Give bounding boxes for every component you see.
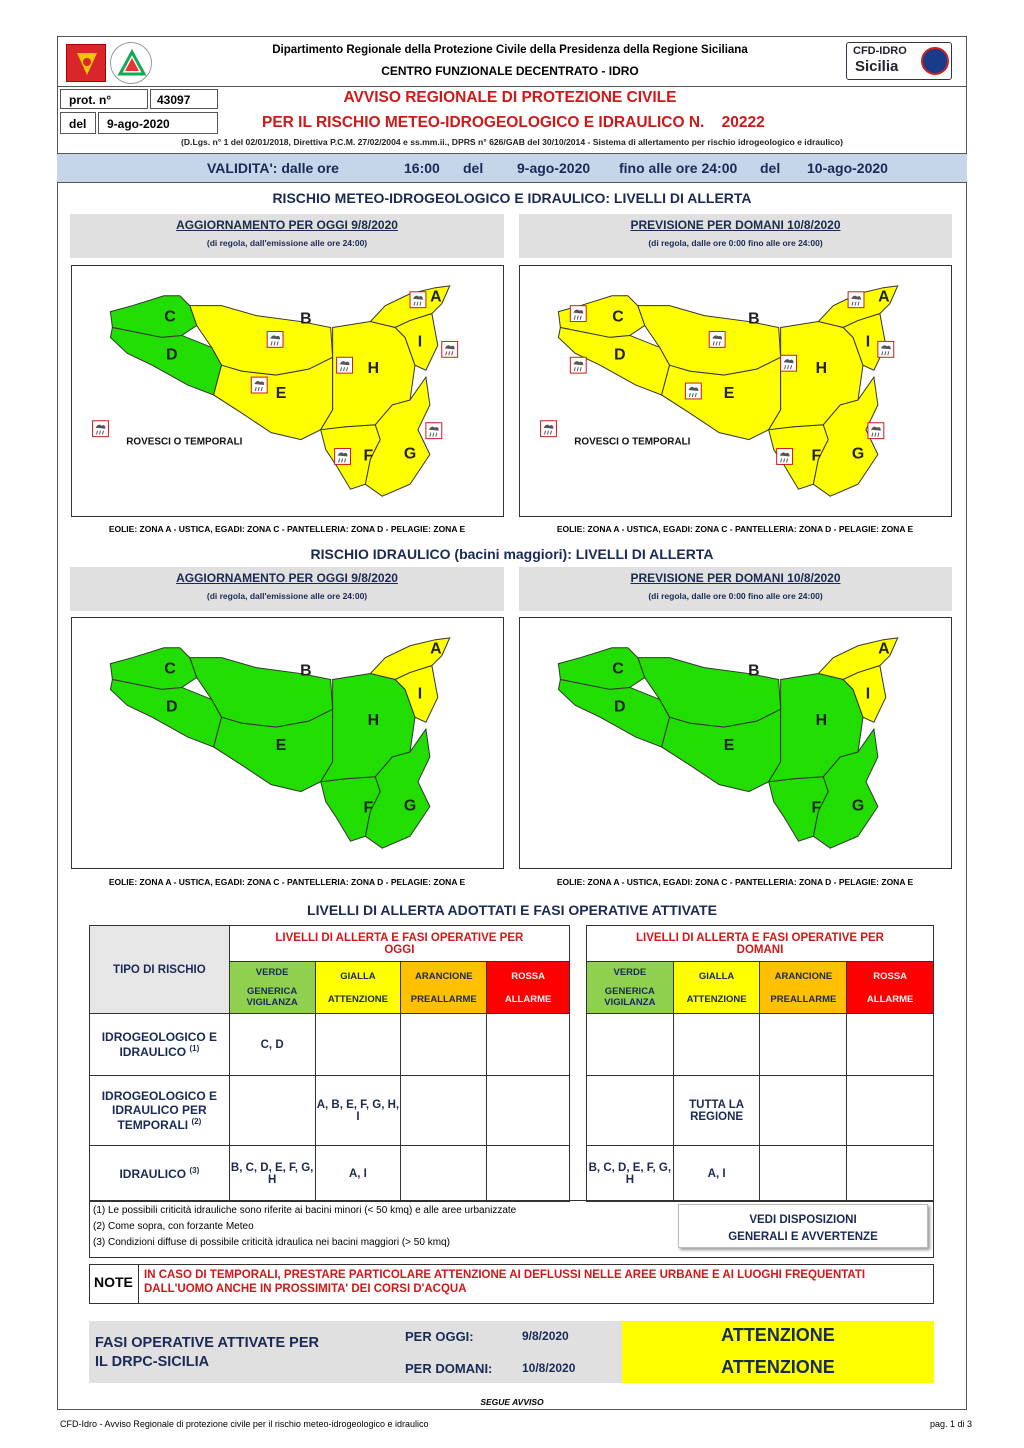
cfd-logo <box>846 42 952 80</box>
zone-label-h: H <box>367 360 380 378</box>
tomorrow-r1-gialla <box>673 1014 760 1076</box>
tomorrow-r2-gialla: TUTTA LA REGIONE <box>673 1076 760 1146</box>
s2-left-sub: (di regola, dall'emissione alle ore 24:00) <box>206 591 368 601</box>
arancione-sub: PREALLARME <box>770 993 837 1005</box>
zone-label-e: E <box>723 736 735 754</box>
thunderstorm-icon <box>685 383 701 399</box>
row2-label <box>90 1076 230 1146</box>
zone-label-b: B <box>748 662 760 680</box>
today-r2-arancione <box>401 1076 487 1146</box>
zone-label-f: F <box>363 447 374 465</box>
levels-table-tomorrow <box>586 925 934 1202</box>
today-r1-gialla <box>315 1014 401 1076</box>
row1-label-text: IDROGEOLOGICO E IDRAULICO <box>101 1030 218 1059</box>
rossa-label: ROSSA <box>873 970 908 982</box>
legal-references: (D.Lgs. n° 1 del 02/01/2018, Direttiva P.C.M. 27/02/2004 e ss.mm.ii., DPRS n° 626/GAB del 30/10/2014 - Sistema di allertamento per rischio idrogeologico e idraulico) <box>180 137 843 147</box>
today-rossa-header <box>487 962 570 1014</box>
row3-sup: (3) <box>189 1166 200 1175</box>
zone-label-e: E <box>275 384 287 402</box>
general-provisions-button[interactable]: VEDI DISPOSIZIONI GENERALI E AVVERTENZE <box>678 1204 928 1248</box>
tomorrow-gialla-header <box>673 962 760 1014</box>
zone-label-h: H <box>367 712 380 730</box>
cfd-logo-top: CFD-IDRO <box>853 45 907 57</box>
tomorrow-r3-rossa <box>847 1146 934 1202</box>
title-line2-text: PER IL RISCHIO METEO-IDROGEOLOGICO E IDRAULICO N. <box>262 114 705 131</box>
s1-left-sub: (di regola, dall'emissione alle ore 24:00) <box>206 238 368 248</box>
zone-label-c: C <box>164 308 176 326</box>
thunderstorm-icon <box>442 341 458 357</box>
cfd-logo-bottom: Sicilia <box>855 58 899 75</box>
tomorrow-r3-verde: B, C, D, E, F, G, H <box>587 1146 674 1202</box>
s2-right-sub: (di regola, dalle ore 0:00 fino alle ore 24:00) <box>648 591 823 601</box>
today-r1-arancione <box>401 1014 487 1076</box>
footer-right: pag. 1 di 3 <box>930 1419 973 1429</box>
zone-label-d: D <box>166 698 178 716</box>
region-logo <box>66 44 106 82</box>
zone-label-c: C <box>612 660 624 678</box>
tomorrow-r2-rossa <box>847 1076 934 1146</box>
tomorrow-r2-arancione <box>760 1076 847 1146</box>
civil-protection-logo <box>110 42 152 84</box>
thunderstorm-icon <box>426 423 442 439</box>
row1-sup: (1) <box>189 1044 200 1053</box>
s1-right-title: PREVISIONE PER DOMANI 10/8/2020 <box>630 218 841 232</box>
today-arancione-header <box>401 962 487 1014</box>
validity-from-time: 16:00 <box>404 160 440 176</box>
zone-label-c: C <box>164 660 176 678</box>
tomorrow-verde-header <box>587 962 674 1014</box>
section2-title: RISCHIO IDRAULICO (bacini maggiori): LIVELLI DI ALLERTA <box>310 546 714 562</box>
s1-left-title: AGGIORNAMENTO PER OGGI 9/8/2020 <box>176 218 398 232</box>
map-hydraulic-today <box>71 617 504 869</box>
zone-label-g: G <box>403 797 417 815</box>
title-line1: AVVISO REGIONALE DI PROTEZIONE CIVILE <box>343 89 677 106</box>
nota-label: NOTE <box>89 1264 139 1304</box>
thunderstorm-icon <box>570 306 586 322</box>
row3-label-text: IDRAULICO <box>119 1167 187 1181</box>
zone-label-g: G <box>403 445 417 463</box>
validity-del1: del <box>463 160 484 176</box>
arancione-label: ARANCIONE <box>774 970 833 982</box>
del-label: del <box>60 112 96 134</box>
zone-label-i: I <box>865 333 871 351</box>
verde-sub: GENERICA VIGILANZA <box>246 986 298 1008</box>
zone-label-h: H <box>815 712 828 730</box>
legend-thunderstorm-icon <box>541 421 557 437</box>
fasi-domani-label: PER DOMANI: <box>405 1361 493 1376</box>
gialla-sub: ATTENZIONE <box>327 993 388 1005</box>
tomorrow-header: LIVELLI DI ALLERTA E FASI OPERATIVE PER DOMANI <box>587 926 934 962</box>
levels-table-today <box>89 925 570 1202</box>
fasi-oggi-date: 9/8/2020 <box>522 1329 569 1343</box>
row3-label <box>90 1146 230 1202</box>
thunderstorm-icon <box>868 423 884 439</box>
rossa-sub: ALLARME <box>866 993 914 1005</box>
cfd-emblem-icon <box>921 47 949 75</box>
today-r3-verde: B, C, D, E, F, G, H <box>229 1146 315 1202</box>
fasi-domani-date: 10/8/2020 <box>522 1361 576 1375</box>
thunderstorm-icon <box>410 292 426 308</box>
zone-label-h: H <box>815 360 828 378</box>
sicily-map <box>520 618 951 868</box>
zone-label-b: B <box>748 310 760 328</box>
zone-label-g: G <box>851 445 865 463</box>
today-r1-rossa <box>487 1014 570 1076</box>
tomorrow-rossa-header <box>847 962 934 1014</box>
row1-label <box>90 1014 230 1076</box>
today-r3-rossa <box>487 1146 570 1202</box>
zone-label-d: D <box>166 346 178 364</box>
zone-label-a: A <box>430 288 442 306</box>
note-1: (1) Le possibili criticità idrauliche sono riferite ai bacini minori (< 50 kmq) e alle aree urbanizzate <box>93 1205 517 1216</box>
verde-label: VERDE <box>255 967 289 978</box>
thunderstorm-icon <box>335 449 351 465</box>
zone-label-i: I <box>417 333 423 351</box>
bulletin-number: 20222 <box>721 114 765 131</box>
thunderstorm-icon <box>267 331 283 347</box>
zone-label-b: B <box>300 662 312 680</box>
thunderstorm-icon <box>878 341 894 357</box>
nota-text: IN CASO DI TEMPORALI, PRESTARE PARTICOLARE ATTENZIONE AI DEFLUSSI NELLE AREE URBANE E AI LUOGHI FREQUENTATI DALL'UOMO ANCHE IN PROSSIMITA' DEI CORSI D'ACQUA <box>144 1269 866 1295</box>
s1-right-header <box>519 214 952 258</box>
today-verde-header <box>229 962 315 1014</box>
legend-thunderstorm-icon <box>93 421 109 437</box>
rossa-sub: ALLARME <box>504 993 552 1005</box>
tomorrow-r2-verde <box>587 1076 674 1146</box>
zone-label-f: F <box>811 447 822 465</box>
map-hydraulic-tomorrow <box>519 617 952 869</box>
department-name: Dipartimento Regionale della Protezione Civile della Presidenza della Regione Siciliana <box>272 44 748 56</box>
zone-label-d: D <box>614 698 626 716</box>
today-gialla-header <box>315 962 401 1014</box>
zone-label-f: F <box>363 799 374 817</box>
tomorrow-r3-gialla: A, I <box>673 1146 760 1202</box>
gialla-label: GIALLA <box>698 970 735 982</box>
s1-right-caption: EOLIE: ZONA A - USTICA, EGADI: ZONA C - PANTELLERIA: ZONA D - PELAGIE: ZONA E <box>556 524 914 534</box>
note-3: (3) Condizioni diffuse di possibile criticità idraulica nei bacini maggiori (> 50 kmq) <box>93 1237 450 1248</box>
today-r2-rossa <box>487 1076 570 1146</box>
fasi-oggi-label: PER OGGI: <box>405 1329 474 1344</box>
note-2: (2) Come sopra, con forzante Meteo <box>93 1221 254 1232</box>
levels-title: LIVELLI DI ALLERTA ADOTTATI E FASI OPERATIVE ATTIVATE <box>307 902 717 918</box>
prot-label: prot. n° <box>60 89 148 109</box>
sicily-map <box>72 266 503 516</box>
section1-title: RISCHIO METEO-IDROGEOLOGICO E IDRAULICO: LIVELLI DI ALLERTA <box>272 190 752 206</box>
validity-to-text: fino alle ore 24:00 <box>619 160 738 176</box>
gialla-label: GIALLA <box>340 970 376 982</box>
verde-sub: GENERICA VIGILANZA <box>604 986 656 1008</box>
s2-right-caption: EOLIE: ZONA A - USTICA, EGADI: ZONA C - PANTELLERIA: ZONA D - PELAGIE: ZONA E <box>556 877 914 887</box>
today-header: LIVELLI DI ALLERTA E FASI OPERATIVE PER OGGI <box>229 926 569 962</box>
tomorrow-r1-arancione <box>760 1014 847 1076</box>
s1-left-caption: EOLIE: ZONA A - USTICA, EGADI: ZONA C - PANTELLERIA: ZONA D - PELAGIE: ZONA E <box>108 524 466 534</box>
row2-sup: (2) <box>191 1117 202 1126</box>
zone-label-c: C <box>612 308 624 326</box>
s2-right-header <box>519 567 952 611</box>
validity-del2: del <box>760 160 781 176</box>
sicily-map <box>520 266 951 516</box>
title-line2 <box>262 114 882 132</box>
today-r3-arancione <box>401 1146 487 1202</box>
today-r1-verde: C, D <box>229 1014 315 1076</box>
sicily-map <box>72 618 503 868</box>
thunderstorm-icon <box>337 357 353 373</box>
s1-left-header <box>70 214 504 258</box>
validity-to-date: 10-ago-2020 <box>807 160 888 176</box>
center-name: CENTRO FUNZIONALE DECENTRATO - IDRO <box>381 64 639 78</box>
fasi-label: FASI OPERATIVE ATTIVATE PER IL DRPC-SICILIA <box>95 1335 319 1370</box>
tomorrow-r1-rossa <box>847 1014 934 1076</box>
fasi-oggi-phase: ATTENZIONE <box>721 1325 835 1345</box>
thunderstorm-icon <box>781 355 797 371</box>
thunderstorm-icon <box>848 292 864 308</box>
legend-label: ROVESCI O TEMPORALI <box>574 436 691 448</box>
zone-label-b: B <box>300 310 312 328</box>
tipo-header: TIPO DI RISCHIO <box>90 926 230 1014</box>
today-r3-gialla: A, I <box>315 1146 401 1202</box>
gialla-sub: ATTENZIONE <box>686 993 747 1005</box>
thunderstorm-icon <box>709 331 725 347</box>
validity-bar <box>57 153 967 183</box>
zone-label-e: E <box>275 736 287 754</box>
segue-avviso: SEGUE AVVISO <box>480 1397 544 1407</box>
zone-label-d: D <box>614 346 626 364</box>
thunderstorm-icon <box>777 449 793 465</box>
arancione-label: ARANCIONE <box>415 970 473 982</box>
zone-label-e: E <box>723 384 735 402</box>
zone-label-a: A <box>430 640 442 658</box>
del-value: 9-ago-2020 <box>98 112 218 134</box>
zone-label-i: I <box>417 685 423 703</box>
zone-label-f: F <box>811 799 822 817</box>
prot-value: 43097 <box>150 89 218 109</box>
s2-left-caption: EOLIE: ZONA A - USTICA, EGADI: ZONA C - PANTELLERIA: ZONA D - PELAGIE: ZONA E <box>108 877 466 887</box>
s2-right-title: PREVISIONE PER DOMANI 10/8/2020 <box>630 571 841 585</box>
tomorrow-r1-verde <box>587 1014 674 1076</box>
tomorrow-r3-arancione <box>760 1146 847 1202</box>
zone-label-g: G <box>851 797 865 815</box>
tomorrow-arancione-header <box>760 962 847 1014</box>
rossa-label: ROSSA <box>511 970 545 982</box>
zone-label-a: A <box>878 288 890 306</box>
arancione-sub: PREALLARME <box>410 993 477 1005</box>
validity-label: VALIDITA': dalle ore <box>207 160 339 176</box>
s2-left-header <box>70 567 504 611</box>
map-meteo-tomorrow <box>519 265 952 517</box>
today-r2-gialla: A, B, E, F, G, H, I <box>315 1076 401 1146</box>
map-meteo-today <box>71 265 504 517</box>
legend-label: ROVESCI O TEMPORALI <box>126 436 243 448</box>
s1-right-sub: (di regola, dalle ore 0:00 fino alle ore 24:00) <box>648 238 823 248</box>
zone-label-i: I <box>865 685 871 703</box>
fasi-domani-phase: ATTENZIONE <box>721 1357 835 1377</box>
thunderstorm-icon <box>570 357 586 373</box>
verde-label: VERDE <box>613 967 647 978</box>
thunderstorm-icon <box>251 377 267 393</box>
today-r2-verde <box>229 1076 315 1146</box>
s2-left-title: AGGIORNAMENTO PER OGGI 9/8/2020 <box>176 571 398 585</box>
zone-label-a: A <box>878 640 890 658</box>
row2-label-text: IDROGEOLOGICO E IDRAULICO PER TEMPORALI <box>101 1089 218 1132</box>
header-divider <box>57 86 967 87</box>
validity-from-date: 9-ago-2020 <box>517 160 591 176</box>
footer-left: CFD-Idro - Avviso Regionale di protezione civile per il rischio meteo-idrogeologico e idraulico <box>60 1419 429 1429</box>
